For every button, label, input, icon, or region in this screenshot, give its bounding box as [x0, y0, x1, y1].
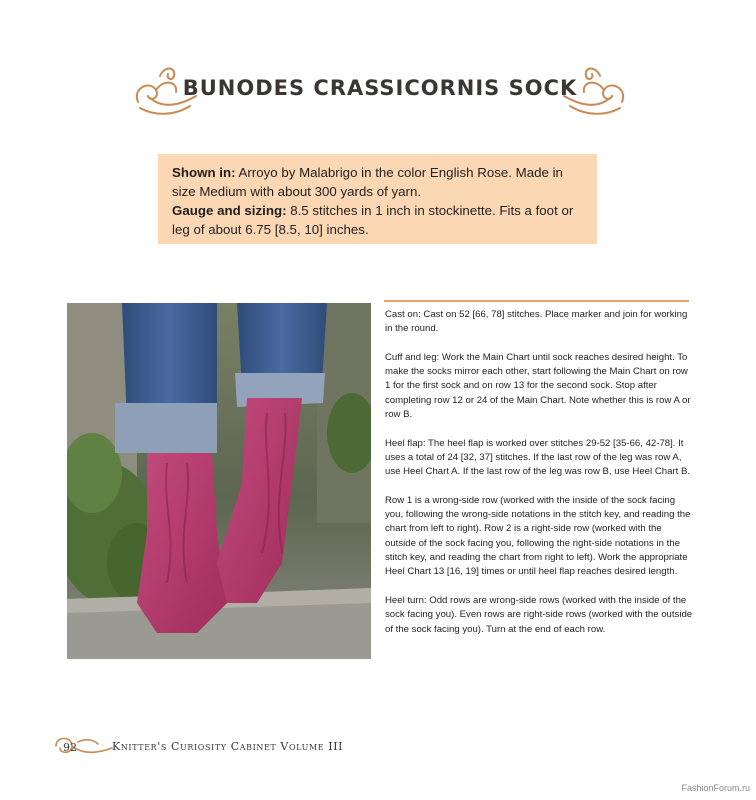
section-divider [384, 300, 689, 302]
shown-in-label: Shown in: [172, 165, 236, 180]
page-footer [52, 732, 372, 762]
page-title: BUNODES CRASSICORNIS SOCK [182, 76, 578, 100]
knitted-socks-photo [67, 303, 371, 659]
gauge-label: Gauge and sizing: [172, 203, 287, 218]
heel-flap-paragraph: Heel flap: The heel flap is worked over stitches 29-52 [35-66, 42-78]. It uses a total of 24 [32, 37] stitches. If the last row of the leg was row A, use Heel Chart A. If the last row of the leg was row B, use Heel Chart B. [385, 437, 691, 478]
shown-in-text: Arroyo by Malabrigo in the color English Rose. Made in size Medium with about 300 yards of yarn. [172, 165, 563, 199]
page-number: 92 [63, 741, 77, 754]
pattern-instructions [385, 308, 693, 651]
book-title: Knitter's Curiosity Cabinet Volume III [112, 740, 344, 753]
page-header [130, 48, 630, 128]
heel-turn-paragraph: Heel turn: Odd rows are wrong-side rows (worked with the inside of the sock facing you). Even rows are right-side rows (worked with the outside of the sock facing you). Turn at the end of each row. [385, 594, 693, 635]
right-flourish-ornament [560, 58, 630, 120]
row-instructions-paragraph: Row 1 is a wrong-side row (worked with the inside of the sock facing you, following the wrong-side notations in the stitch key, and reading the chart from left to right). Row 2 is a right-side row (worked with the outside of the sock facing you, following the right-side notations in the stitch key, and reading the chart from right to left). Work the appropriate Heel Chart 13 [16, 19] times or until heel flap reaches desired length. [385, 494, 691, 578]
cuff-and-leg-paragraph: Cuff and leg: Work the Main Chart until sock reaches desired height. To make the socks mirror each other, start following the Main Chart on row 1 for the first sock and on row 13 for the second sock. Stop after completing row 12 or 24 of the Main Chart. Note whether this is row A or row B. [385, 351, 691, 421]
footer-swirl-ornament [52, 732, 114, 760]
gauge-text: 8.5 stitches in 1 inch in stockinette. Fits a foot or leg of about 6.75 [8.5, 10] inches. [172, 203, 574, 237]
watermark-text: FashionForum.ru [681, 783, 750, 793]
pattern-info-box [158, 154, 597, 244]
cast-on-paragraph: Cast on: Cast on 52 [66, 78] stitches. Place marker and join for working in the round. [385, 309, 688, 335]
